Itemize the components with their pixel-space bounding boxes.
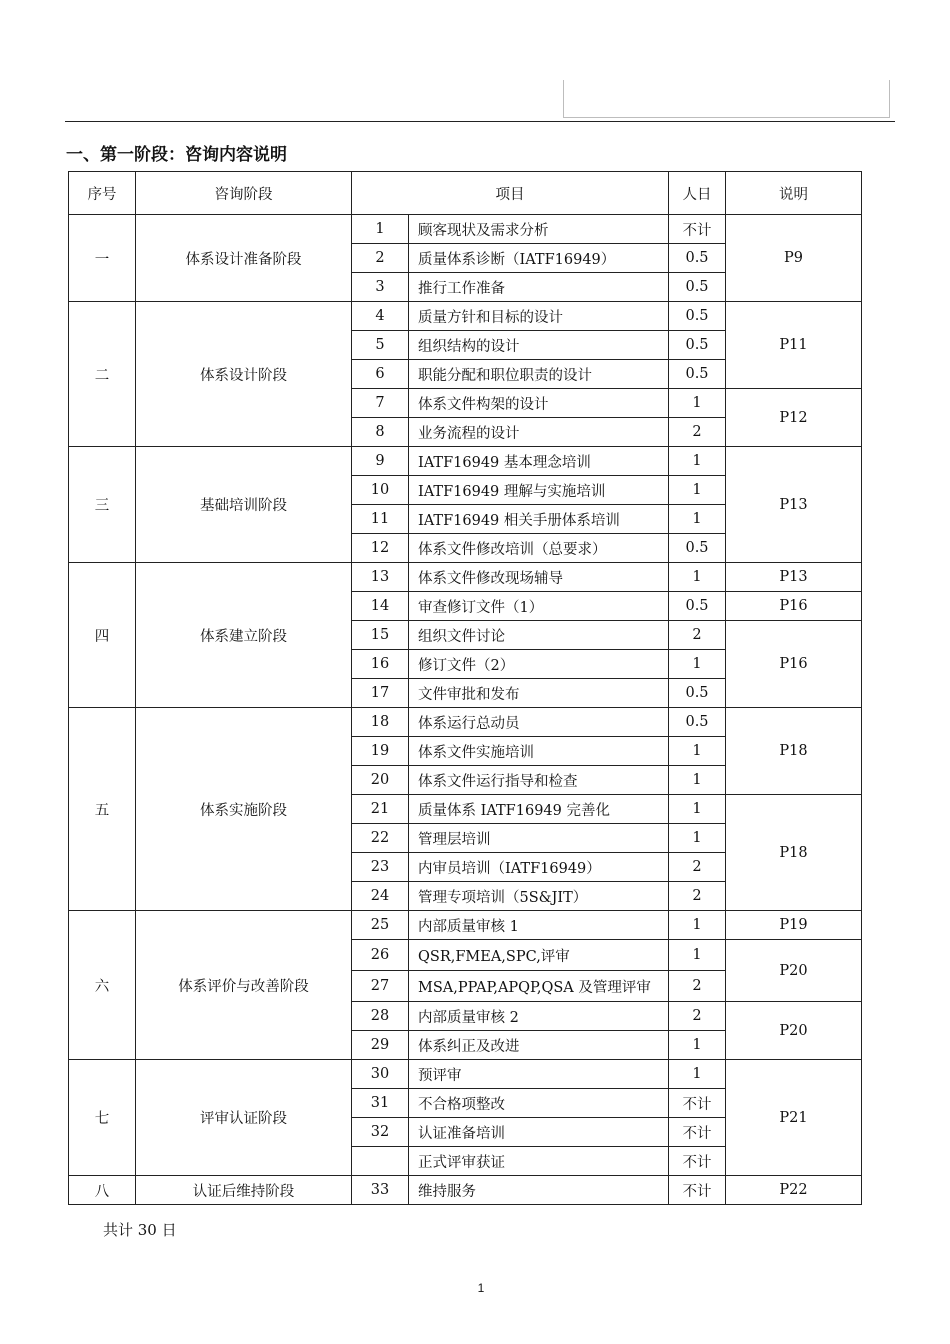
row-item: 维持服务 (409, 1176, 669, 1205)
row-note: P11 (726, 302, 862, 389)
row-days: 0.5 (669, 360, 726, 389)
header-stage: 咨询阶段 (136, 172, 352, 215)
row-num: 25 (352, 911, 409, 940)
row-item: 质量方针和目标的设计 (409, 302, 669, 331)
stage-no: 三 (69, 447, 136, 563)
row-num: 23 (352, 853, 409, 882)
row-days: 2 (669, 1002, 726, 1031)
row-item: 修订文件（2） (409, 650, 669, 679)
row-note: P13 (726, 447, 862, 563)
page-number: 1 (477, 1281, 485, 1295)
stage-no: 八 (69, 1176, 136, 1205)
row-num: 32 (352, 1118, 409, 1147)
table-row (69, 708, 862, 737)
stage-no: 七 (69, 1060, 136, 1176)
stage-name: 认证后维持阶段 (136, 1176, 352, 1205)
row-num: 3 (352, 273, 409, 302)
row-num: 10 (352, 476, 409, 505)
row-days: 0.5 (669, 244, 726, 273)
row-days: 不计 (669, 215, 726, 244)
row-note: P20 (726, 1002, 862, 1060)
row-item: 推行工作准备 (409, 273, 669, 302)
row-item: MSA,PPAP,APQP,QSA 及管理评审 (409, 971, 669, 1002)
header-rule (65, 121, 895, 122)
row-num: 15 (352, 621, 409, 650)
row-item: 文件审批和发布 (409, 679, 669, 708)
row-days: 1 (669, 505, 726, 534)
row-item: 体系纠正及改进 (409, 1031, 669, 1060)
row-item: 质量体系 IATF16949 完善化 (409, 795, 669, 824)
row-days: 0.5 (669, 273, 726, 302)
row-days: 0.5 (669, 679, 726, 708)
table-header-row (69, 172, 862, 215)
row-note: P22 (726, 1176, 862, 1205)
row-days: 1 (669, 1031, 726, 1060)
stage-name: 体系建立阶段 (136, 563, 352, 708)
row-days: 1 (669, 563, 726, 592)
row-num: 6 (352, 360, 409, 389)
row-note: P18 (726, 708, 862, 795)
row-num: 28 (352, 1002, 409, 1031)
row-num: 21 (352, 795, 409, 824)
row-num: 22 (352, 824, 409, 853)
row-item: 体系文件实施培训 (409, 737, 669, 766)
row-num: 5 (352, 331, 409, 360)
stage-name: 评审认证阶段 (136, 1060, 352, 1176)
row-num: 13 (352, 563, 409, 592)
row-days: 2 (669, 418, 726, 447)
row-num: 30 (352, 1060, 409, 1089)
header-note: 说明 (726, 172, 862, 215)
row-num: 9 (352, 447, 409, 476)
row-days: 2 (669, 853, 726, 882)
stage-name: 基础培训阶段 (136, 447, 352, 563)
row-num: 16 (352, 650, 409, 679)
stage-no: 四 (69, 563, 136, 708)
row-item: IATF16949 基本理念培训 (409, 447, 669, 476)
row-days: 1 (669, 650, 726, 679)
header-no: 序号 (69, 172, 136, 215)
row-num: 29 (352, 1031, 409, 1060)
row-num: 27 (352, 971, 409, 1002)
row-note: P9 (726, 215, 862, 302)
row-days: 1 (669, 824, 726, 853)
stage-name: 体系实施阶段 (136, 708, 352, 911)
row-item: 内部质量审核 2 (409, 1002, 669, 1031)
row-note: P20 (726, 940, 862, 1002)
row-num: 33 (352, 1176, 409, 1205)
row-days: 1 (669, 911, 726, 940)
row-item: 组织文件讨论 (409, 621, 669, 650)
row-days: 1 (669, 389, 726, 418)
row-num: 2 (352, 244, 409, 273)
table-row (69, 911, 862, 940)
row-days: 1 (669, 1060, 726, 1089)
table-row (69, 215, 862, 244)
row-item: 体系文件修改培训（总要求） (409, 534, 669, 563)
row-item: 顾客现状及需求分析 (409, 215, 669, 244)
row-days: 1 (669, 766, 726, 795)
row-note: P16 (726, 621, 862, 708)
row-item: 正式评审获证 (409, 1147, 669, 1176)
stage-name: 体系设计阶段 (136, 302, 352, 447)
row-num: 11 (352, 505, 409, 534)
consulting-plan-table (68, 171, 862, 1205)
stage-no: 五 (69, 708, 136, 911)
row-num: 26 (352, 940, 409, 971)
row-item: 审查修订文件（1） (409, 592, 669, 621)
row-num: 24 (352, 882, 409, 911)
stage-no: 六 (69, 911, 136, 1060)
stage-name: 体系设计准备阶段 (136, 215, 352, 302)
row-note: P19 (726, 911, 862, 940)
row-num (352, 1147, 409, 1176)
header-box (563, 80, 890, 118)
row-num: 31 (352, 1089, 409, 1118)
row-item: 体系文件修改现场辅导 (409, 563, 669, 592)
table-row (69, 563, 862, 592)
row-item: 质量体系诊断（IATF16949） (409, 244, 669, 273)
row-item: 认证准备培训 (409, 1118, 669, 1147)
row-days: 1 (669, 795, 726, 824)
row-item: 组织结构的设计 (409, 331, 669, 360)
row-days: 0.5 (669, 592, 726, 621)
row-item: IATF16949 相关手册体系培训 (409, 505, 669, 534)
row-note: P21 (726, 1060, 862, 1176)
row-days: 不计 (669, 1118, 726, 1147)
row-item: 职能分配和职位职责的设计 (409, 360, 669, 389)
row-days: 2 (669, 971, 726, 1002)
row-num: 19 (352, 737, 409, 766)
header-item: 项目 (352, 172, 669, 215)
row-item: 不合格项整改 (409, 1089, 669, 1118)
row-days: 0.5 (669, 331, 726, 360)
row-item: 业务流程的设计 (409, 418, 669, 447)
header-days: 人日 (669, 172, 726, 215)
row-num: 7 (352, 389, 409, 418)
stage-no: 一 (69, 215, 136, 302)
row-num: 12 (352, 534, 409, 563)
row-note: P13 (726, 563, 862, 592)
row-num: 1 (352, 215, 409, 244)
section-title: 一、第一阶段：咨询内容说明 (66, 145, 287, 165)
row-item: 内部质量审核 1 (409, 911, 669, 940)
row-item: 预评审 (409, 1060, 669, 1089)
row-days: 0.5 (669, 534, 726, 563)
row-days: 0.5 (669, 708, 726, 737)
row-note: P16 (726, 592, 862, 621)
row-item: QSR,FMEA,SPC,评审 (409, 940, 669, 971)
table-row (69, 447, 862, 476)
table-row (69, 1060, 862, 1089)
row-item: 体系文件运行指导和检查 (409, 766, 669, 795)
row-days: 2 (669, 882, 726, 911)
row-item: IATF16949 理解与实施培训 (409, 476, 669, 505)
row-item: 管理专项培训（5S&JIT） (409, 882, 669, 911)
row-num: 17 (352, 679, 409, 708)
row-item: 内审员培训（IATF16949） (409, 853, 669, 882)
row-days: 1 (669, 447, 726, 476)
row-days: 不计 (669, 1176, 726, 1205)
row-item: 管理层培训 (409, 824, 669, 853)
row-num: 20 (352, 766, 409, 795)
row-note: P12 (726, 389, 862, 447)
row-days: 1 (669, 476, 726, 505)
row-days: 不计 (669, 1089, 726, 1118)
table-row (69, 302, 862, 331)
row-note: P18 (726, 795, 862, 911)
table-row (69, 1176, 862, 1205)
row-days: 不计 (669, 1147, 726, 1176)
row-days: 2 (669, 621, 726, 650)
row-days: 0.5 (669, 302, 726, 331)
row-item: 体系文件构架的设计 (409, 389, 669, 418)
row-num: 8 (352, 418, 409, 447)
row-num: 4 (352, 302, 409, 331)
row-days: 1 (669, 940, 726, 971)
stage-name: 体系评价与改善阶段 (136, 911, 352, 1060)
row-num: 18 (352, 708, 409, 737)
row-item: 体系运行总动员 (409, 708, 669, 737)
row-num: 14 (352, 592, 409, 621)
stage-no: 二 (69, 302, 136, 447)
total-days: 共计 30 日 (103, 1221, 177, 1239)
row-days: 1 (669, 737, 726, 766)
